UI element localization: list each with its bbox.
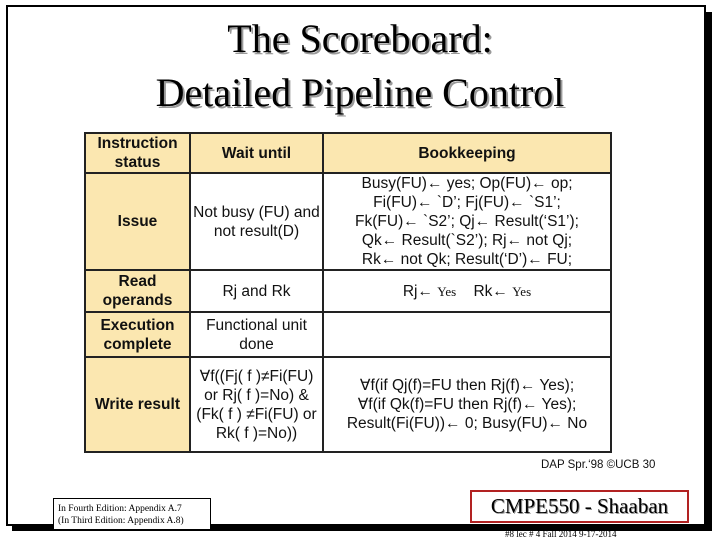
wait-line: Rk( f )=No)) (215, 424, 298, 442)
slide-title-line1: The Scoreboard: (227, 16, 493, 61)
rk-yes: Yes (512, 283, 532, 299)
wait-write-result (190, 357, 323, 452)
edition-note (53, 498, 211, 530)
edition-note-line: (In Third Edition: Appendix A.8) (58, 516, 184, 526)
bookkeeping-issue (323, 173, 611, 270)
source-reference: DAP Spr.‘98 ©UCB 30 (541, 459, 656, 471)
bookkeeping-read-operands (323, 270, 611, 312)
header-instruction-status: Instruction status (85, 133, 190, 173)
scoreboard-table (84, 132, 612, 453)
wait-issue: Not busy (FU) and not result(D) (190, 173, 323, 270)
course-title-box: CMPE550 - Shaaban (470, 490, 689, 523)
wait-line: ∀f((Fj( f )≠Fi(FU) (199, 367, 314, 385)
bookkeeping-line: Rk← not Qk; Result(‘D’)← FU; (361, 251, 573, 268)
stage-write-result: Write result (85, 357, 190, 452)
slide-title-line2: Detailed Pipeline Control (155, 70, 565, 115)
bookkeeping-line: Result(Fi(FU))← 0; Busy(FU)← No (346, 415, 588, 432)
stage-execution-complete: Execution complete (85, 312, 190, 357)
stage-issue: Issue (85, 173, 190, 270)
rk-assign: Rk← (473, 282, 508, 300)
table-row-read-operands (85, 270, 611, 312)
bookkeeping-line: ∀f(if Qk(f)=FU then Rj(f)← Yes); (357, 396, 577, 413)
rj-assign: Rj← (402, 282, 433, 300)
bookkeeping-line: Busy(FU)← yes; Op(FU)← op; (361, 175, 573, 192)
bookkeeping-line: ∀f(if Qj(f)=FU then Rj(f)← Yes); (359, 377, 575, 394)
stage-read-operands: Read operands (85, 270, 190, 312)
slide-footer: #8 lec # 4 Fall 2014 9-17-2014 (505, 529, 617, 539)
header-wait-until: Wait until (190, 133, 323, 173)
table-row-issue (85, 173, 611, 270)
wait-execution-complete: Functional unit done (190, 312, 323, 357)
bookkeeping-write-result (323, 357, 611, 452)
table-row-write-result (85, 357, 611, 452)
bookkeeping-execution-complete (323, 312, 611, 357)
bookkeeping-line: Fi(FU)← `D’; Fj(FU)← `S1’; (373, 194, 561, 211)
table-header-row (85, 133, 611, 173)
wait-line: or Rj( f )=No) & (204, 386, 309, 404)
bookkeeping-line: Qk← Result(`S2’); Rj← not Qj; (361, 232, 573, 249)
edition-note-line: In Fourth Edition: Appendix A.7 (58, 504, 182, 514)
wait-line: (Fk( f ) ≠Fi(FU) or (196, 405, 317, 423)
rj-yes: Yes (437, 283, 457, 299)
wait-read-operands: Rj and Rk (190, 270, 323, 312)
header-bookkeeping: Bookkeeping (323, 133, 611, 173)
bookkeeping-line: Fk(FU)← `S2’; Qj← Result(‘S1’); (355, 213, 579, 230)
table-row-execution-complete (85, 312, 611, 357)
